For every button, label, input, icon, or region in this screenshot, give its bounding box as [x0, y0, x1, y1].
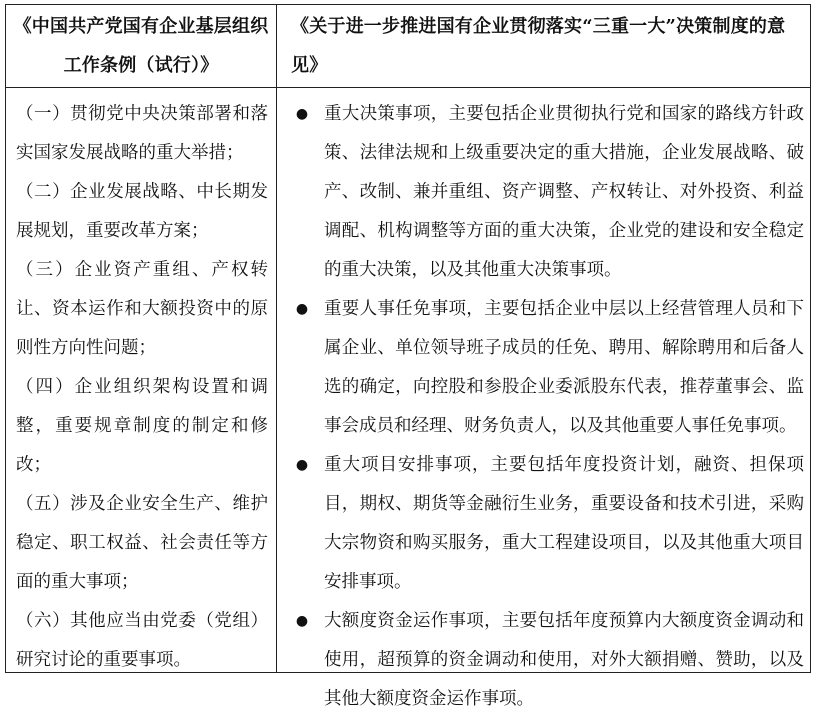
left-item-1: （一）贯彻党中央决策部署和落实国家发展战略的重大举措； [16, 104, 268, 163]
right-item-text: 重要人事任免事项，主要包括企业中层以上经营管理人员和下属企业、单位领导班子成员的任免、聘用、解除聘用和后备人选的确定，向控股和参股企业委派股东代表，推荐董事会、监事会成员和经理、财务负责人，以及其他重要人事任免事项。 [324, 299, 804, 436]
bullet-icon: ● [295, 106, 309, 122]
bullet-icon: ● [295, 301, 309, 317]
left-column [6, 89, 276, 680]
left-item-5: （五）涉及企业安全生产、维护稳定、职工权益、社会责任等方面的重大事项； [16, 494, 268, 592]
right-item-2 [278, 290, 804, 446]
right-item-1 [278, 95, 804, 290]
column-divider [276, 5, 277, 672]
right-item-text: 大额度资金运作事项，主要包括年度预算内大额度资金调动和使用，超预算的资金调动和使用，对外大额捐赠、赞助，以及其他大额度资金运作事项。 [324, 611, 804, 709]
header-right-title: 《关于进一步推进国有企业贯彻落实“三重一大”决策制度的意见》 [291, 16, 786, 76]
right-item-text: 重大项目安排事项，主要包括年度投资计划，融资、担保项目，期权、期货等金融衍生业务，重要设备和技术引进，采购大宗物资和购买服务，重大工程建设项目，以及其他重大项目安排事项。 [324, 455, 804, 592]
right-column [278, 89, 810, 719]
left-item-2: （二）企业发展战略、中长期发展规划，重要改革方案； [16, 182, 268, 241]
header-divider [6, 87, 810, 88]
bullet-icon: ● [295, 613, 309, 629]
right-item-text: 重大决策事项，主要包括企业贯彻执行党和国家的路线方针政策、法律法规和上级重要决定的重大措施，企业发展战略、破产、改制、兼并重组、资产调整、产权转让、对外投资、利益调配、机构调整等方面的重大决策，企业党的建设和安全稳定的重大决策，以及其他重大决策事项。 [324, 104, 804, 280]
bullet-icon: ● [295, 457, 309, 473]
left-item-4: （四）企业组织架构设置和调整，重要规章制度的制定和修改； [16, 377, 268, 475]
right-item-3 [278, 446, 804, 602]
header-left-title: 《中国共产党国有企业基层组织工作条例（试行）》 [13, 16, 269, 76]
comparison-table [5, 4, 811, 709]
right-item-4 [278, 602, 804, 719]
left-item-3: （三）企业资产重组、产权转让、资本运作和大额投资中的原则性方向性问题； [16, 260, 268, 358]
left-item-6: （六）其他应当由党委（党组）研究讨论的重要事项。 [16, 611, 268, 670]
